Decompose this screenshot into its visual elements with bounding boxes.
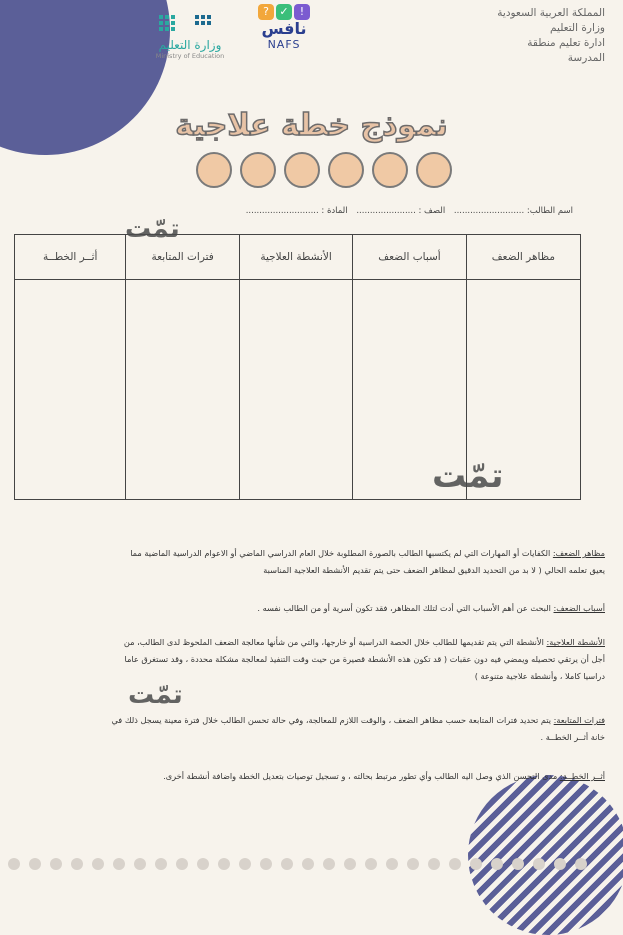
definition-text: يتم تحديد فترات المتابعة حسب مظاهر الضعف ، والوقت اللازم للمعالجة، وفي حالة تحسن الطالب خلال فترة معينة يسجل ذلك في: [111, 715, 552, 725]
header-school: المدرسة: [567, 52, 605, 64]
header-ministry: وزارة التعليم: [550, 22, 605, 34]
header-weakness-signs: مظاهر الضعف: [466, 235, 580, 280]
table-header-row: [15, 235, 581, 280]
cell-plan-impact[interactable]: [15, 280, 126, 500]
cell-followup-periods[interactable]: [126, 280, 239, 500]
definition-weakness-causes: [30, 600, 605, 617]
nafs-logo: [254, 4, 314, 51]
watermark-stamp: تمّت: [125, 214, 180, 244]
header-remedial-activities: الأنشطة العلاجية: [239, 235, 352, 280]
definition-label: أسباب الضعف:: [553, 603, 605, 613]
header-plan-impact: أثــر الخطــة: [15, 235, 126, 280]
definition-text: مدى التحسن الذي وصل اليه الطالب وأي تطور مرتبط بحالته ، و تسجيل توصيات بتعديل الخطة واضافة أنشطة أخرى.: [163, 771, 558, 781]
decorative-dot-row: [8, 858, 587, 870]
definition-plan-impact: [30, 768, 605, 785]
page-title: نموذج خطة علاجية: [175, 108, 448, 143]
nafs-logo-arabic: نافس: [261, 19, 307, 38]
definition-text: الأنشطة التي يتم تقديمها للطالب خلال الحصة الدراسية أو خارجها، والتي من شأنها معالجة الضعف الملحوظ لدى الطالب، من: [123, 637, 544, 647]
ministry-logo-english: Ministry of Education: [155, 52, 225, 60]
definition-text: دراسيا كاملا ، وأنشطة علاجية متنوعة ): [474, 671, 605, 681]
definition-remedial-activities: [30, 634, 605, 685]
grade-field[interactable]: الصف : ......................: [356, 206, 446, 216]
cell-remedial-activities[interactable]: [239, 280, 352, 500]
subject-field[interactable]: المادة : ...........................: [245, 206, 348, 216]
header-weakness-causes: أسباب الضعف: [353, 235, 466, 280]
student-info-fields: [240, 206, 573, 216]
definition-followup-periods: [30, 712, 605, 746]
definition-text: الكفايات أو المهارات التي لم يكتسبها الطالب بالصورة المطلوبة خلال العام الدراسي الماضي أو الاعوام الدراسية الماضية مما: [130, 548, 551, 558]
definition-text: أجل أن يرتقي تحصيله ويمضي فيه دون عقبات ( قد تكون هذه الأنشطة قصيرة من حيث وقت التنفيذ لمعالجة مشكلة محددة ، وقد تستغرق عاما: [124, 654, 605, 664]
header-country: المملكة العربية السعودية: [497, 7, 605, 19]
watermark-stamp: تمّت: [432, 456, 504, 496]
definition-text: البحث عن أهم الأسباب التي أدت لتلك المظاهر، فقد تكون أسرية أو من الطالب نفسه .: [257, 603, 551, 613]
ministry-logo-icon: [155, 12, 225, 34]
definition-label: الأنشطة العلاجية:: [546, 637, 605, 647]
nafs-logo-english: NAFS: [267, 38, 301, 51]
ministry-logo-arabic: وزارة التعليم: [158, 38, 222, 52]
definition-text: يعيق تعلمه الحالي ( لا بد من التحديد الدقيق لمظاهر الضعف حتى يتم تقديم الأنشطة العلاجية المناسبة: [263, 565, 605, 575]
document-header: [497, 6, 605, 66]
header-followup-periods: فترات المتابعة: [126, 235, 239, 280]
definition-label: أثــر الخطــة:: [559, 771, 605, 781]
header-region: ادارة تعليم منطقة: [527, 37, 605, 49]
decorative-circles: [196, 152, 452, 188]
student-name-field[interactable]: اسم الطالب: ..........................: [453, 206, 573, 216]
watermark-stamp: تمّت: [128, 680, 183, 710]
ministry-logo: [150, 12, 230, 60]
definition-text: خانة أثــر الخطــة .: [540, 732, 605, 742]
definition-label: فترات المتابعة:: [553, 715, 605, 725]
decorative-striped-circle: [468, 775, 623, 935]
definition-weakness-signs: [30, 545, 605, 579]
nafs-badges-icon: ? ✓ !: [254, 4, 314, 20]
definition-label: مظاهر الضعف:: [552, 548, 605, 558]
